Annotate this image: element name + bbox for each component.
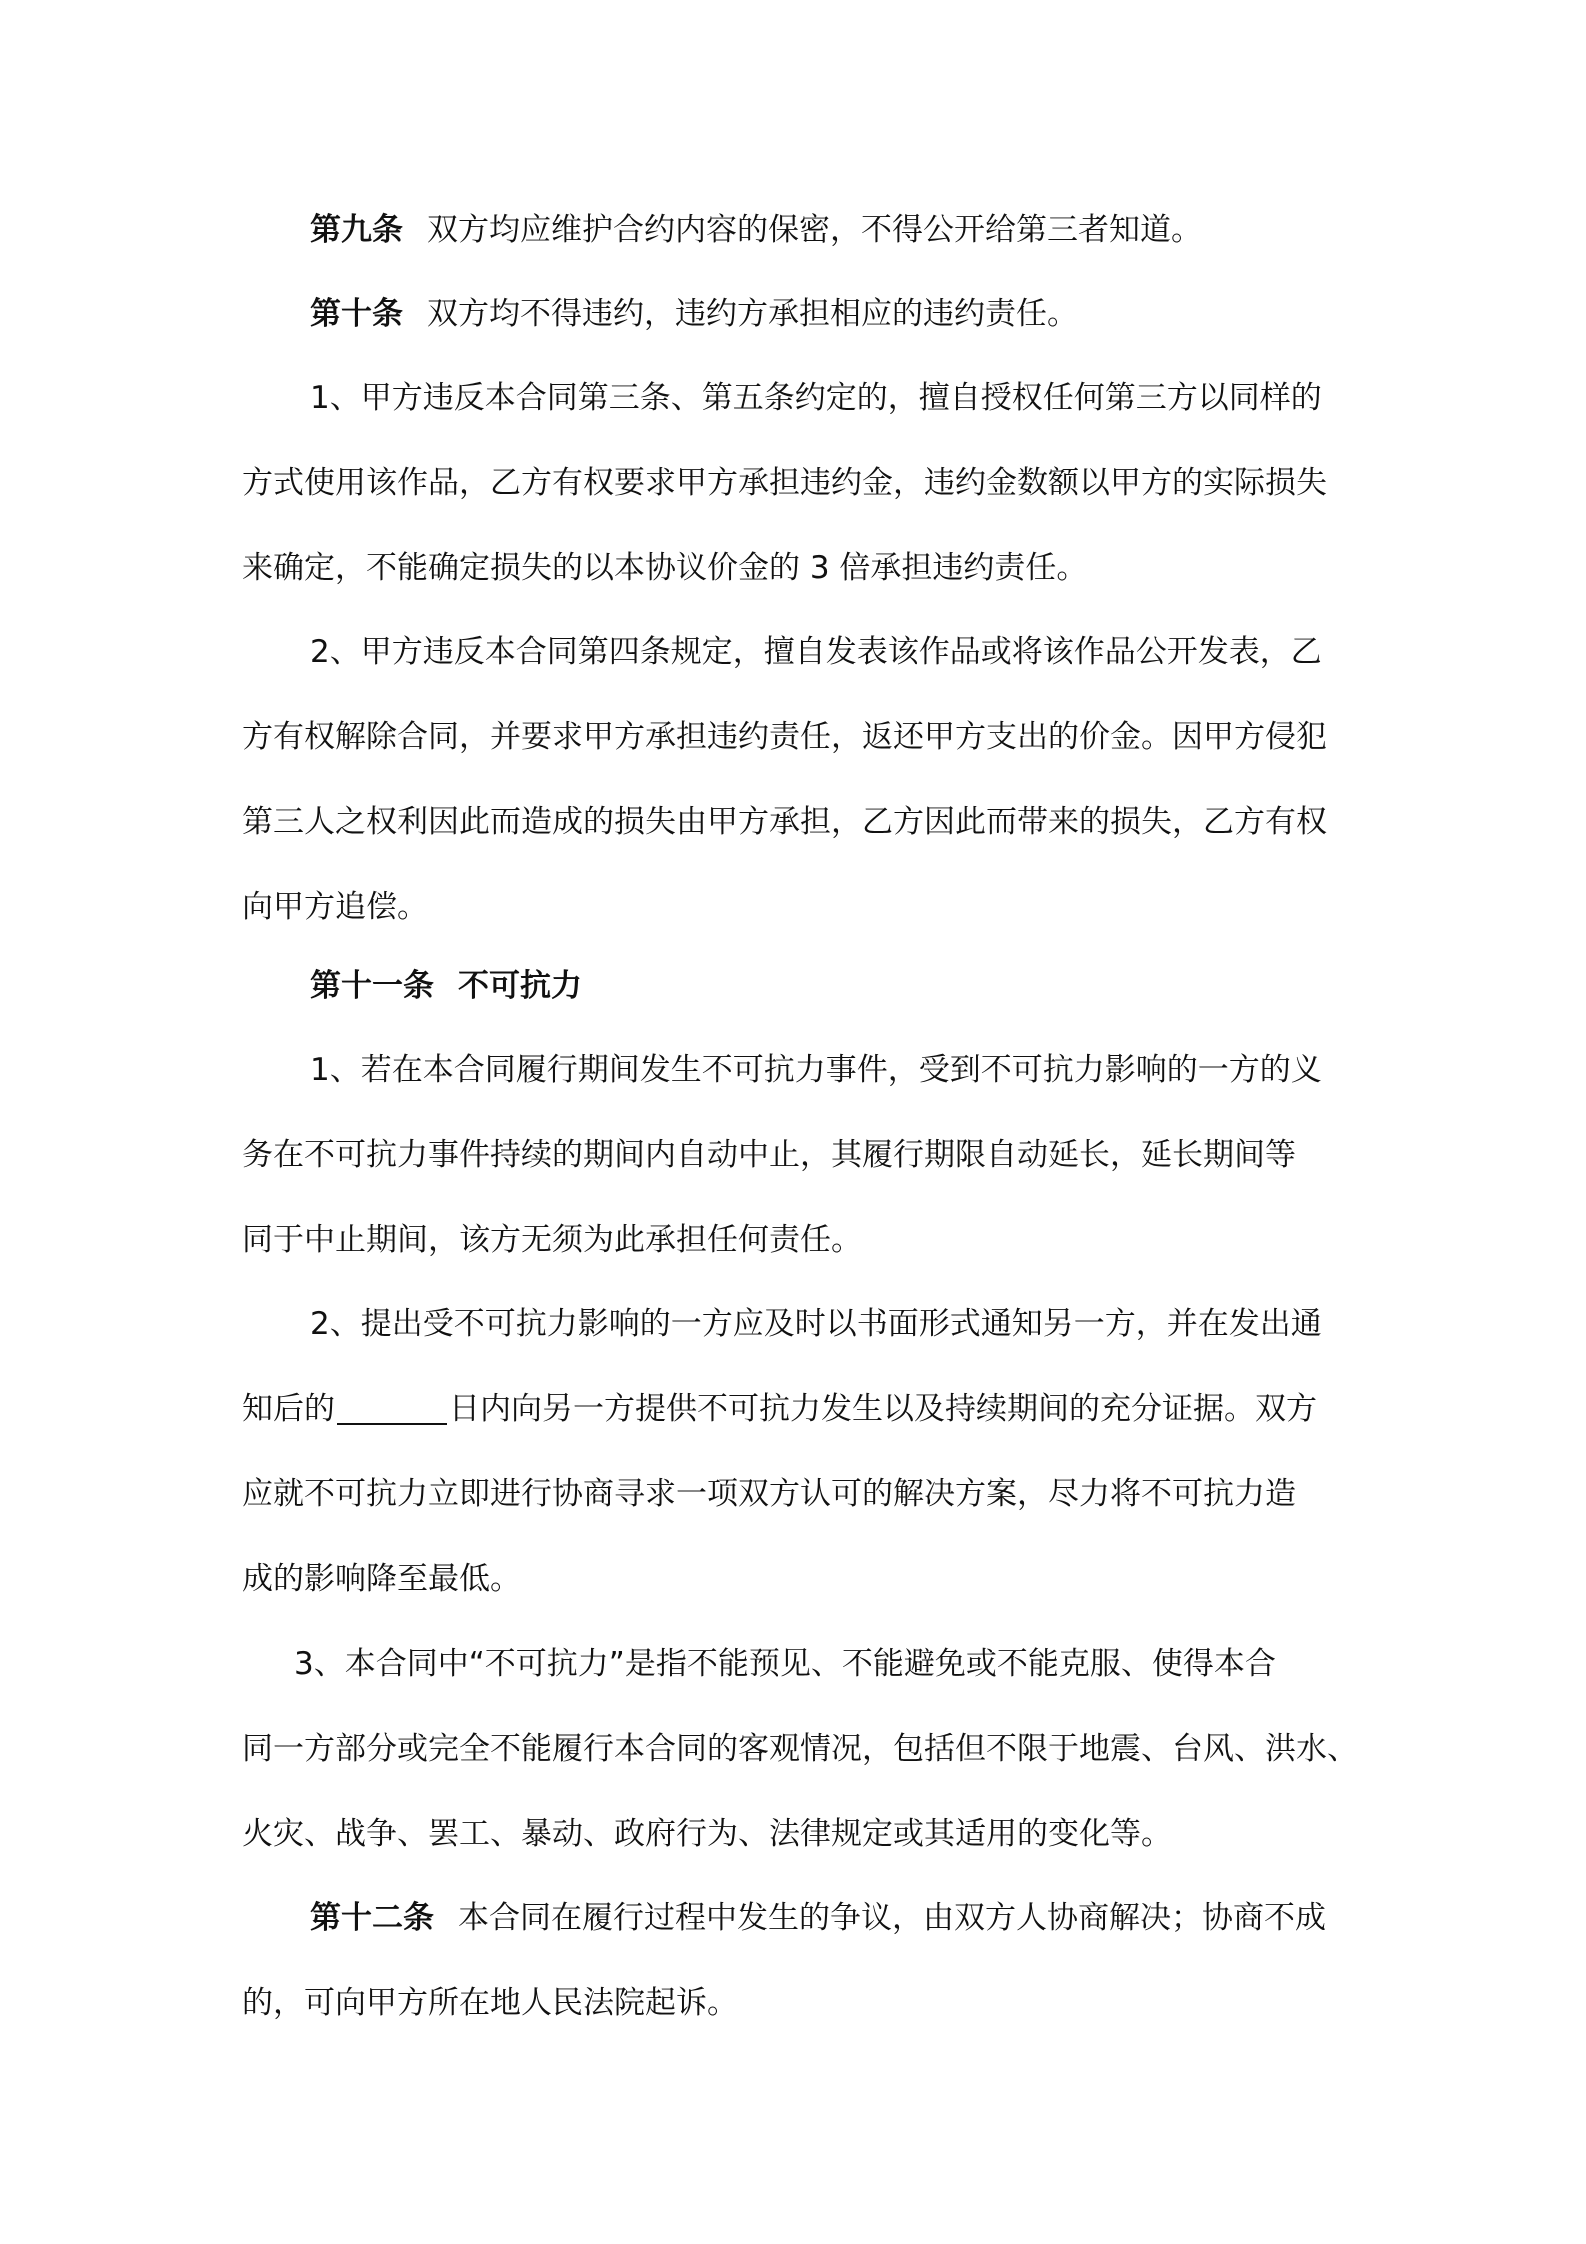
paragraph-line: 向甲方追偿。 (242, 889, 428, 925)
article-11-title: 不可抗力 (458, 968, 582, 1004)
paragraph-line (242, 1876, 1362, 1961)
article-10-item-2 (242, 610, 1362, 950)
paragraph-line: 1、若在本合同履行期间发生不可抗力事件，受到不可抗力影响的一方的义 (310, 1052, 1322, 1088)
article-9-text: 双方均应维护合约内容的保密，不得公开给第三者知道。 (427, 212, 1202, 248)
paragraph-fragment: 日内向另一方提供不可抗力发生以及持续期间的充分证据。双方 (449, 1391, 1317, 1427)
article-12-text: 本合同在履行过程中发生的争议，由双方人协商解决；协商不成 (458, 1900, 1326, 1936)
article-10-label: 第十条 (310, 296, 403, 332)
paragraph-line: 方有权解除合同，并要求甲方承担违约责任，返还甲方支出的价金。因甲方侵犯 (242, 719, 1327, 755)
paragraph-fragment: 知后的 (242, 1391, 335, 1427)
paragraph-line: 来确定，不能确定损失的以本协议价金的 3 倍承担违约责任。 (242, 550, 1088, 586)
paragraph-line: 务在不可抗力事件持续的期间内自动中止，其履行期限自动延长，延长期间等 (242, 1137, 1296, 1173)
paragraph-line: 同一方部分或完全不能履行本合同的客观情况，包括但不限于地震、台风、洪水、 (242, 1731, 1358, 1767)
article-11 (242, 944, 1362, 1029)
paragraph-line: 同于中止期间，该方无须为此承担任何责任。 (242, 1222, 862, 1258)
article-11-item-1 (242, 1028, 1362, 1283)
days-blank-field[interactable] (337, 1393, 447, 1425)
article-9-label: 第九条 (310, 212, 403, 248)
paragraph-line: 的，可向甲方所在地人民法院起诉。 (242, 1985, 738, 2021)
paragraph-line: 第三人之权利因此而造成的损失由甲方承担，乙方因此而带来的损失，乙方有权 (242, 804, 1327, 840)
article-9 (242, 188, 1362, 273)
article-11-label: 第十一条 (310, 968, 434, 1004)
article-10 (242, 272, 1362, 357)
paragraph-line-with-blank (242, 1367, 1362, 1452)
paragraph-line: 2、甲方违反本合同第四条规定，擅自发表该作品或将该作品公开发表，乙 (310, 634, 1322, 670)
paragraph-line: 2、提出受不可抗力影响的一方应及时以书面形式通知另一方，并在发出通 (310, 1306, 1322, 1342)
article-11-item-2 (242, 1282, 1362, 1622)
paragraph-line: 应就不可抗力立即进行协商寻求一项双方认可的解决方案，尽力将不可抗力造 (242, 1476, 1296, 1512)
article-12-label: 第十二条 (310, 1900, 434, 1936)
article-12 (242, 1876, 1362, 2046)
paragraph-line: 3、本合同中“不可抗力”是指不能预见、不能避免或不能克服、使得本合 (294, 1646, 1276, 1682)
article-10-item-1 (242, 356, 1362, 611)
article-10-text: 双方均不得违约，违约方承担相应的违约责任。 (427, 296, 1078, 332)
paragraph-line: 火灾、战争、罢工、暴动、政府行为、法律规定或其适用的变化等。 (242, 1816, 1172, 1852)
paragraph-line: 方式使用该作品，乙方有权要求甲方承担违约金，违约金数额以甲方的实际损失 (242, 465, 1327, 501)
paragraph-line: 成的影响降至最低。 (242, 1561, 521, 1597)
article-11-item-3 (242, 1622, 1362, 1877)
paragraph-line: 1、甲方违反本合同第三条、第五条约定的，擅自授权任何第三方以同样的 (310, 380, 1322, 416)
